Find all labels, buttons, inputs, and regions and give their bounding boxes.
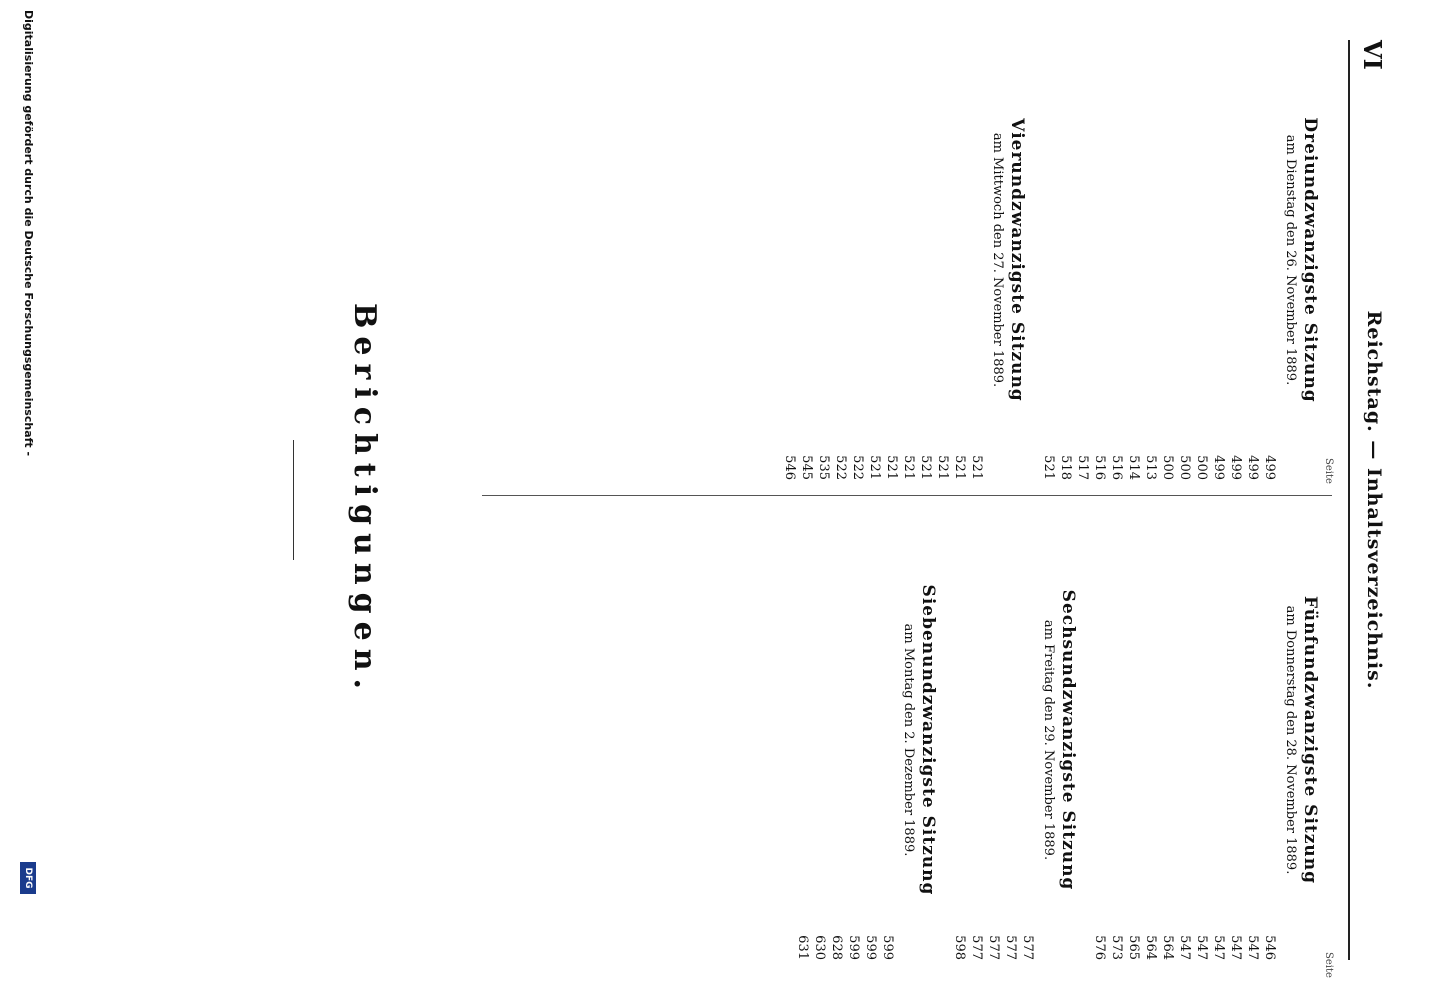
toc-entry: [1177, 40, 1192, 480]
toc-entry: [952, 40, 967, 480]
toc-entry: [1245, 520, 1260, 960]
toc-page-number: 521: [969, 455, 984, 480]
toc-entry-text: [1126, 520, 1141, 922]
seite-label-right: Seite: [1323, 952, 1334, 978]
toc-entry: [1194, 520, 1209, 960]
right-column: [781, 520, 1320, 960]
toc-entry: [863, 520, 878, 960]
toc-entry: [1126, 520, 1141, 960]
toc-entry: [799, 40, 814, 480]
toc-entry: [1143, 40, 1158, 480]
toc-entry-text: [1228, 520, 1243, 922]
toc-page-number: 500: [1194, 455, 1209, 480]
toc-page-number: 599: [880, 935, 895, 960]
toc-page-number: 577: [1020, 935, 1035, 960]
toc-entry: [1092, 40, 1107, 480]
toc-entry-text: [816, 40, 831, 442]
toc-entry: [918, 40, 933, 480]
toc-page-number: 499: [1245, 455, 1260, 480]
toc-entry-text: [1160, 520, 1175, 922]
toc-entry: [1211, 520, 1226, 960]
toc-entry-text: [1160, 40, 1175, 442]
toc-entry: [816, 40, 831, 480]
toc-page-number: 545: [799, 455, 814, 480]
toc-entry-text: [918, 40, 933, 442]
page-number: VI: [1358, 40, 1387, 70]
toc-page-number: 516: [1109, 455, 1124, 480]
toc-entry-text: [952, 40, 967, 442]
toc-entry-text: [1109, 40, 1124, 442]
toc-entry-text: [1041, 40, 1056, 442]
toc-entry-text: [969, 520, 984, 922]
toc-entry-text: [782, 40, 797, 442]
toc-entry-text: [1194, 40, 1209, 442]
toc-page-number: 521: [935, 455, 950, 480]
toc-page-number: 577: [986, 935, 1001, 960]
toc-entry: [1228, 520, 1243, 960]
toc-entry: [884, 40, 899, 480]
toc-entry: [1092, 520, 1107, 960]
toc-page-number: 516: [1092, 455, 1107, 480]
left-column: [768, 40, 1320, 480]
toc-entry-text: [1245, 40, 1260, 442]
toc-page-number: 518: [1058, 455, 1073, 480]
column-divider: [482, 495, 1332, 496]
toc-entry-text: [867, 40, 882, 442]
toc-page-number: 576: [1092, 935, 1107, 960]
toc-page-number: 547: [1194, 935, 1209, 960]
toc-entry-text: [1075, 40, 1090, 442]
toc-page-number: 547: [1211, 935, 1226, 960]
toc-page-number: 598: [952, 935, 967, 960]
toc-entry-text: [1092, 520, 1107, 922]
toc-entry: [969, 40, 984, 480]
toc-page-number: 521: [901, 455, 916, 480]
sitting-title: Dreiundzwanzigste Sitzung: [1300, 117, 1320, 403]
toc-entry-text: [1143, 520, 1158, 922]
toc-entry: [1075, 40, 1090, 480]
toc-entry-text: [863, 520, 878, 922]
toc-page-number: 630: [812, 935, 827, 960]
toc-page-number: 577: [969, 935, 984, 960]
toc-entry: [1194, 40, 1209, 480]
toc-page-number: 522: [850, 455, 865, 480]
toc-entry-text: [1262, 40, 1277, 442]
toc-page-number: 521: [952, 455, 967, 480]
toc-entry-text: [901, 40, 916, 442]
toc-page-number: 535: [816, 455, 831, 480]
toc-entry: [1041, 40, 1056, 480]
toc-entry-text: [799, 40, 814, 442]
toc-page-number: 547: [1245, 935, 1260, 960]
sitting-title: Fünfundzwanzigste Sitzung: [1300, 595, 1320, 885]
toc-entry-text: [1245, 520, 1260, 922]
toc-entry-text: [884, 40, 899, 442]
toc-entry-text: [1262, 520, 1277, 922]
sitting-date: am Dienstag den 26. November 1889.: [1283, 134, 1298, 386]
toc-entry: [1109, 40, 1124, 480]
toc-page-number: 564: [1143, 935, 1158, 960]
toc-page-number: 522: [833, 455, 848, 480]
toc-entry-text: [1211, 520, 1226, 922]
toc-page-number: 521: [867, 455, 882, 480]
toc-entry: [880, 520, 895, 960]
toc-entry: [1228, 40, 1243, 480]
toc-page-number: 573: [1109, 935, 1124, 960]
toc-entry-text: [1228, 40, 1243, 442]
running-title: Reichstag. — Inhaltsverzeichnis.: [1363, 310, 1385, 690]
toc-entry: [782, 40, 797, 480]
toc-page-number: 513: [1143, 455, 1158, 480]
sitting-section: [952, 520, 1078, 960]
toc-entry-text: [1020, 520, 1035, 922]
toc-entry: [812, 520, 827, 960]
toc-entry-text: [1194, 520, 1209, 922]
toc-page-number: 628: [829, 935, 844, 960]
toc-entry: [1160, 40, 1175, 480]
corrections-rule: [293, 440, 294, 560]
toc-entry-text: [1126, 40, 1141, 442]
toc-entry-text: [1177, 520, 1192, 922]
toc-page-number: 521: [918, 455, 933, 480]
toc-entry-text: [880, 520, 895, 922]
toc-entry-text: [935, 40, 950, 442]
toc-entry: [1058, 40, 1073, 480]
toc-entry-text: [1058, 40, 1073, 442]
toc-page-number: 547: [1228, 935, 1243, 960]
toc-entry: [1211, 40, 1226, 480]
toc-entry: [829, 520, 844, 960]
toc-entry: [986, 520, 1001, 960]
seite-label-left: Seite: [1323, 458, 1334, 484]
toc-page-number: 499: [1262, 455, 1277, 480]
toc-page-number: 631: [795, 935, 810, 960]
sitting-section: [782, 40, 1027, 480]
sitting-date: am Freitag den 29. November 1889.: [1041, 619, 1056, 861]
toc-page-number: 499: [1211, 455, 1226, 480]
toc-entry: [1262, 40, 1277, 480]
toc-entry: [850, 40, 865, 480]
sitting-title: Vierundzwanzigste Sitzung: [1007, 118, 1027, 402]
toc-entry: [1109, 520, 1124, 960]
corrections-title: Berichtigungen.: [347, 303, 382, 697]
toc-entry: [1143, 520, 1158, 960]
toc-entry: [867, 40, 882, 480]
sitting-title: Sechsundzwanzigste Sitzung: [1058, 589, 1078, 891]
toc-entry-text: [1143, 40, 1158, 442]
toc-entry-text: [850, 40, 865, 442]
toc-page-number: 499: [1228, 455, 1243, 480]
toc-entry: [1003, 520, 1018, 960]
toc-entry-text: [986, 520, 1001, 922]
toc-entry-text: [952, 520, 967, 922]
toc-page-number: 565: [1126, 935, 1141, 960]
header-rule: [1348, 40, 1350, 960]
toc-page-number: 500: [1177, 455, 1192, 480]
toc-entry: [969, 520, 984, 960]
toc-entry-text: [833, 40, 848, 442]
toc-entry-text: [1003, 520, 1018, 922]
sitting-section: [795, 520, 938, 960]
toc-page-number: 547: [1177, 935, 1192, 960]
toc-entry-text: [1211, 40, 1226, 442]
toc-page-number: 521: [884, 455, 899, 480]
toc-page-number: 599: [846, 935, 861, 960]
toc-entry: [901, 40, 916, 480]
toc-entry: [1160, 520, 1175, 960]
dfg-logo: DFG: [20, 862, 36, 894]
sitting-date: am Montag den 2. Dezember 1889.: [901, 623, 916, 857]
toc-entry-text: [969, 40, 984, 442]
sitting-date: am Mittwoch den 27. November 1889.: [990, 132, 1005, 388]
sitting-date: am Donnerstag den 28. November 1889.: [1283, 605, 1298, 875]
toc-entry-text: [795, 520, 810, 922]
toc-entry: [935, 40, 950, 480]
page-header: [1353, 40, 1387, 960]
toc-page-number: 500: [1160, 455, 1175, 480]
toc-page-number: 546: [782, 455, 797, 480]
toc-entry: [1262, 520, 1277, 960]
toc-entry-text: [812, 520, 827, 922]
toc-entry-text: [846, 520, 861, 922]
toc-entry-text: [829, 520, 844, 922]
sitting-section: [1041, 40, 1320, 480]
toc-page-number: 517: [1075, 455, 1090, 480]
toc-entry: [1177, 520, 1192, 960]
toc-entry: [795, 520, 810, 960]
toc-page-number: 599: [863, 935, 878, 960]
toc-entry: [833, 40, 848, 480]
toc-page-number: 546: [1262, 935, 1277, 960]
sitting-title: Siebenundzwanzigste Sitzung: [918, 584, 938, 896]
toc-page-number: 564: [1160, 935, 1175, 960]
toc-page-number: 577: [1003, 935, 1018, 960]
toc-entry-text: [1092, 40, 1107, 442]
toc-entry: [846, 520, 861, 960]
toc-entry: [1126, 40, 1141, 480]
toc-entry-text: [1109, 520, 1124, 922]
toc-entry: [1020, 520, 1035, 960]
toc-entry: [952, 520, 967, 960]
toc-page-number: 521: [1041, 455, 1056, 480]
sitting-section: [1092, 520, 1320, 960]
toc-entry-text: [1177, 40, 1192, 442]
digitization-credit: Digitalisierung gefördert durch die Deutsche Forschungsgemeinschaft -: [22, 10, 35, 457]
toc-page-number: 514: [1126, 455, 1141, 480]
toc-entry: [1245, 40, 1260, 480]
